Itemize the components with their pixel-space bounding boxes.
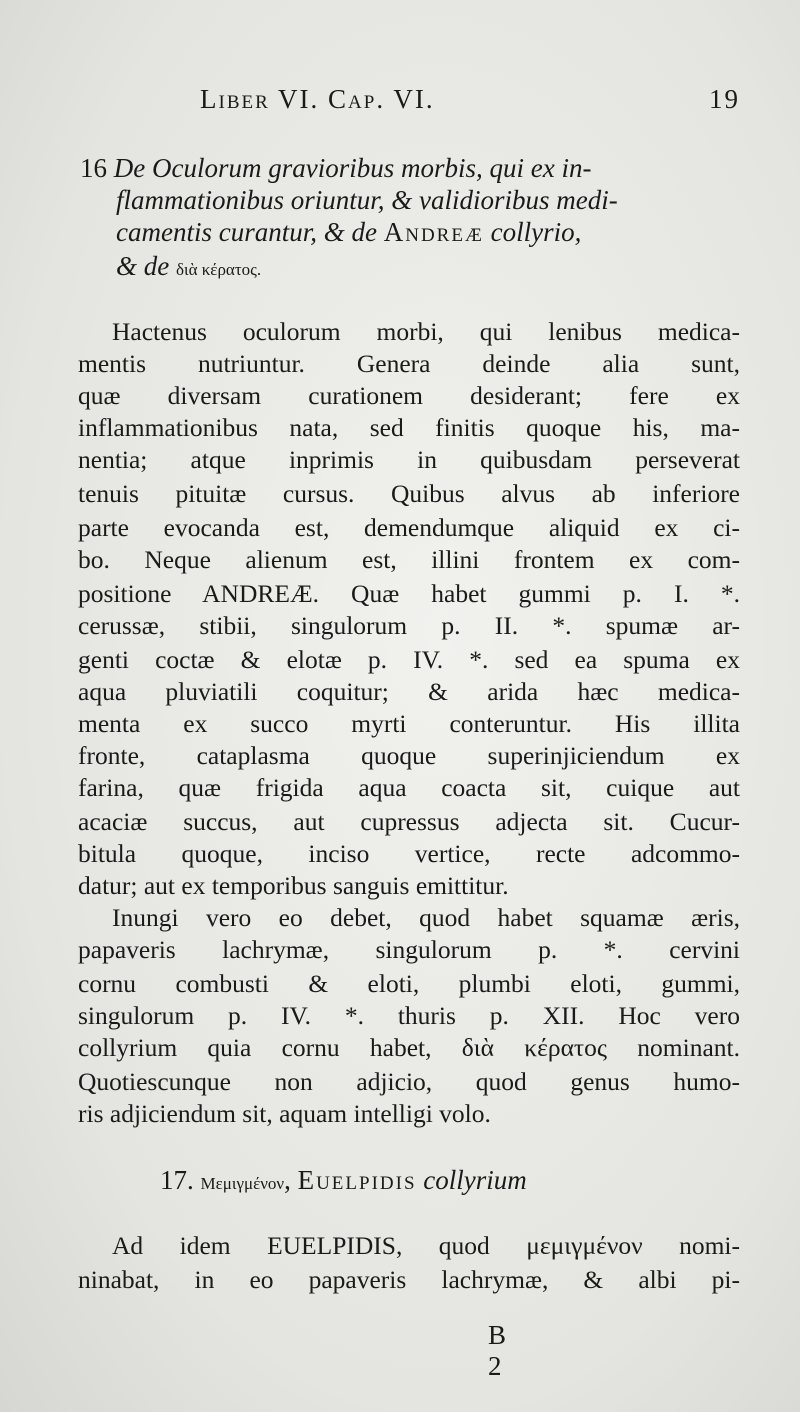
section-number: 16 [80,153,107,183]
heading-name: Euelpidis [297,1165,417,1195]
body-line: ninabat, in eo papaveris lachrymæ, & albi pi- [78,1265,740,1294]
body-line: Inungi vero eo debet, quod habet squamæ æris, [112,903,740,932]
body-line: acaciæ succus, aut cupressus adjecta sit. Cucur- [78,807,740,836]
body-line: papaveris lachrymæ, singulorum p. *. cervini [78,935,740,964]
body-line: menta ex succo myrti conteruntur. His illita [78,709,740,738]
heading-text: & de [116,251,170,281]
section-number: 17. [160,1165,194,1195]
section-17-heading: 17. Μεμιγμένον, Euelpidis collyrium [160,1165,527,1195]
heading-text: De Oculorum gravioribus morbis, qui ex in- [113,153,592,183]
body-line: cerussæ, stibii, singulorum p. II. *. spumæ ar- [78,611,740,640]
heading-text: collyrium [423,1165,527,1195]
body-line: Quotiescunque non adjicio, quod genus humo- [78,1067,740,1096]
body-line: mentis nutriuntur. Genera deinde alia sunt, [78,349,740,378]
body-line: singulorum p. IV. *. thuris p. XII. Hoc vero [78,1001,740,1030]
page-header [200,84,740,124]
body-line: tenuis pituitæ cursus. Quibus alvus ab inferiore [78,479,740,508]
heading-text: collyrio, [490,217,582,247]
body-line: positione ANDREÆ. Quæ habet gummi p. I. *. [78,579,740,608]
heading-greek: διὰ κέρατος. [176,260,262,279]
running-title: Liber VI. Cap. VI. [200,84,435,114]
body-line: aqua pluviatili coquitur; & arida hæc medica- [78,677,740,706]
body-line: Hactenus oculorum morbi, qui lenibus medica- [112,317,740,346]
body-line: bo. Neque alienum est, illini frontem ex com- [78,545,740,574]
body-line: farina, quæ frigida aqua coacta sit, cuique aut [78,773,740,802]
section-16-heading-line-4 [116,250,740,286]
body-line: bitula quoque, inciso vertice, recte adcommo- [78,839,740,868]
heading-text: camentis curantur, & de [116,217,377,247]
body-line: nentia; atque inprimis in quibusdam perseverat [78,445,740,474]
body-line: ris adjiciendum sit, aquam intelligi volo. [78,1099,491,1128]
body-line: collyrium quia cornu habet, διὰ κέρατος nominant. [78,1033,740,1062]
section-16-heading-line-2: flammationibus oriuntur, & validioribus medi- [116,185,618,215]
heading-greek: Μεμιγμένον [200,1174,285,1193]
body-line: cornu combusti & eloti, plumbi eloti, gummi, [78,969,740,998]
section-16-heading-line-3 [116,216,740,248]
body-line: datur; aut ex temporibus sanguis emittitur. [78,871,509,900]
section-16-heading-line-1 [80,152,740,184]
body-line: genti coctæ & elotæ p. IV. *. sed ea spuma ex [78,645,740,674]
signature-mark: B 2 [488,1320,525,1381]
page-number: 19 [709,84,740,114]
body-line: parte evocanda est, demendumque aliquid ex ci- [78,513,740,542]
body-line: Ad idem EUELPIDIS, quod μεμιγμένον nomi- [112,1231,740,1260]
body-line: quæ diversam curationem desiderant; fere ex [78,381,740,410]
body-line: inflammationibus nata, sed finitis quoque his, ma- [78,413,740,442]
body-line: fronte, cataplasma quoque superinjiciendum ex [78,741,740,770]
heading-name: Andreæ [383,217,484,247]
